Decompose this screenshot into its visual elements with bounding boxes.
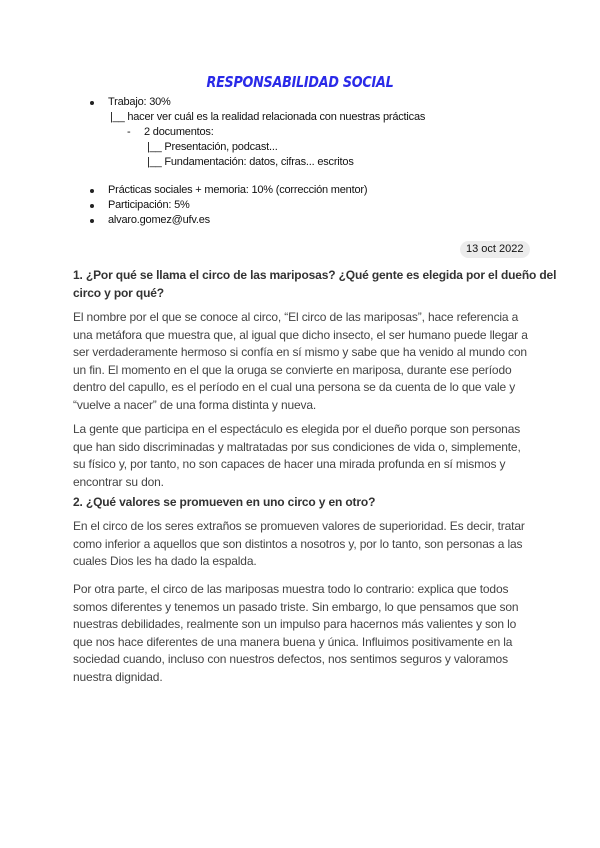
text-line: somos diferentes y tenemos un pasado triste. Sin embargo, lo que pensamos que son [73, 599, 519, 614]
note-documentos: 2 documentos: [144, 126, 214, 138]
bullet-email [90, 213, 210, 228]
question-2-paragraph-2 [73, 581, 518, 686]
text-line: nuestra dignidad. [73, 669, 163, 684]
heading-line: 2. ¿Qué valores se promueven en uno circo y en otro? [73, 495, 376, 509]
note-doc-fundamentacion: |__ Fundamentación: datos, cifras... escritos [147, 156, 354, 168]
email-link: alvaro.gomez@ufv.es [108, 214, 210, 226]
text-line: “vuelve a nacer” de una forma distinta y nueva. [73, 397, 317, 412]
text-line: dentro del capullo, es el período en el cual una persona se da cuenta de lo que vale y [73, 380, 516, 394]
date-chip[interactable]: 13 oct 2022 [460, 241, 530, 258]
text-line: que nos hace diferentes de una manera buena y única. Influimos positivamente en la [73, 634, 513, 649]
bullet-text: Participación: 5% [108, 199, 190, 211]
text-line: El nombre por el que se conoce al circo, “El circo de las mariposas”, hace referencia a [73, 310, 519, 324]
text-line: un fin. El momento en el que la oruga se convierte en mariposa, durante ese período [73, 362, 512, 377]
text-line: En el circo de los seres extraños se promueven valores de superioridad. Es decir, tratar [73, 519, 525, 533]
question-1-paragraph-2 [73, 421, 521, 491]
text-line: encontrar su don. [73, 474, 164, 489]
question-2-paragraph-1 [73, 518, 525, 571]
text-line: una metáfora que muestra que, al igual que dicho insecto, el ser humano puede llegar a [73, 327, 528, 342]
question-1-heading [73, 267, 556, 302]
bullet-participacion [90, 198, 190, 213]
text-line: La gente que participa en el espectáculo es elegida por el dueño porque son personas [73, 422, 521, 436]
text-line: cuales Dios les ha dado la espalda. [73, 554, 257, 568]
question-1-paragraph-1 [73, 309, 528, 414]
heading-line: 1. ¿Por qué se llama el circo de las mariposas? ¿Qué gente es elegida por el dueño del [73, 268, 557, 282]
document-title: RESPONSABILIDAD SOCIAL [206, 73, 394, 91]
text-line: Por otra parte, el circo de las mariposas muestra todo lo contrario: explica que todos [73, 582, 509, 596]
text-line: nuestras debilidades, realmente son un impulso para hacernos más valientes y son lo [73, 617, 517, 631]
text-line: que han sido discriminadas y maltratadas por sus condiciones de vida o, simplemente, [73, 439, 521, 454]
bullet-practicas [90, 183, 367, 198]
text-line: como inferior a aquellos que son distintos a nosotros y, por lo tanto, son personas a las [73, 536, 523, 551]
heading-line: circo y por qué? [73, 285, 164, 300]
text-line: ser verdaderamente hermoso si confía en sí mismo y sabe que ha venido al mundo con [73, 345, 527, 359]
note-doc-presentacion: |__ Presentación, podcast... [147, 141, 278, 153]
question-2-heading [73, 494, 375, 512]
text-line: su físico y, por tanto, no son capaces de hacer una mirada profunda en sí mismos y [73, 457, 506, 471]
bullet-text: Trabajo: 30% [108, 96, 171, 108]
text-line: sociedad cuando, incluso con nuestros defectos, nos sentimos seguros y valoramos [73, 652, 508, 666]
bullet-text: Prácticas sociales + memoria: 10% (corrección mentor) [108, 184, 368, 196]
dash-marker: - [127, 126, 131, 138]
note-sub-realidad: |__ hacer ver cuál es la realidad relacionada con nuestras prácticas [110, 111, 426, 123]
bullet-trabajo [90, 95, 171, 110]
